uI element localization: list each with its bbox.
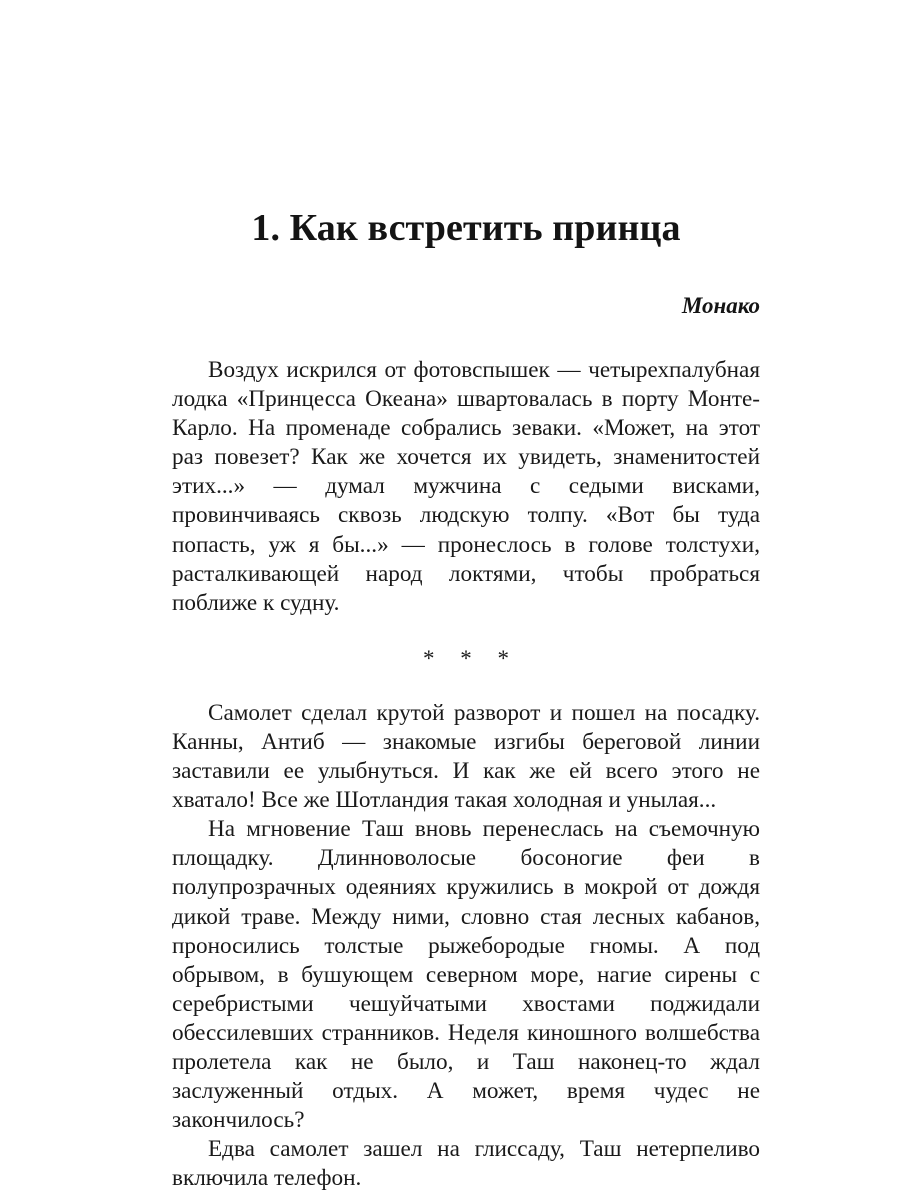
body-section-one [172, 356, 760, 618]
paragraph: Едва самолет зашел на глиссаду, Таш нетерпеливо включила телефон. [172, 1136, 760, 1192]
chapter-title: 1. Как встретить принца [251, 207, 681, 249]
paragraph: Самолет сделал крутой разворот и пошел на посадку. Канны, Антиб — знакомые изгибы береговой линии заставили ее улыбнуться. И как же ей всего этого не хватало! Все же Шотландия такая холодная и унылая... [172, 699, 760, 814]
paragraph: На мгновение Таш вновь перенеслась на съемочную площадку. Длинноволосые босоногие феи в полупрозрачных одеяниях кружились в мокрой от дождя дикой траве. Между ними, словно стая лесных кабанов, проносились толстые рыжебородые гномы. А под обрывом, в бушующем северном море, нагие сирены с серебристыми чешуйчатыми хвостами поджидали обессилевших странников. Неделя киношного волшебства пролетела как не было, и Таш наконец-то ждал заслуженный отдых. А может, время чудес не закончилось? [172, 816, 760, 1134]
text-column [172, 0, 760, 1193]
scene-break-separator: * * * [423, 645, 519, 671]
body-section-two [172, 699, 760, 1194]
paragraph: Воздух искрился от фотовспышек — четырехпалубная лодка «Принцесса Океана» швартовалась в порту Монте-Карло. На променаде собрались зеваки. «Может, на этот раз повезет? Как же хочется их увидеть, знаменитостей этих...» — думал мужчина с седыми висками, провинчиваясь сквозь людскую толпу. «Вот бы туда попасть, уж я бы...» — пронеслось в голове толстухи, расталкивающей народ локтями, чтобы пробраться поближе к судну. [172, 357, 760, 616]
chapter-location-subtitle: Монако [681, 293, 760, 318]
